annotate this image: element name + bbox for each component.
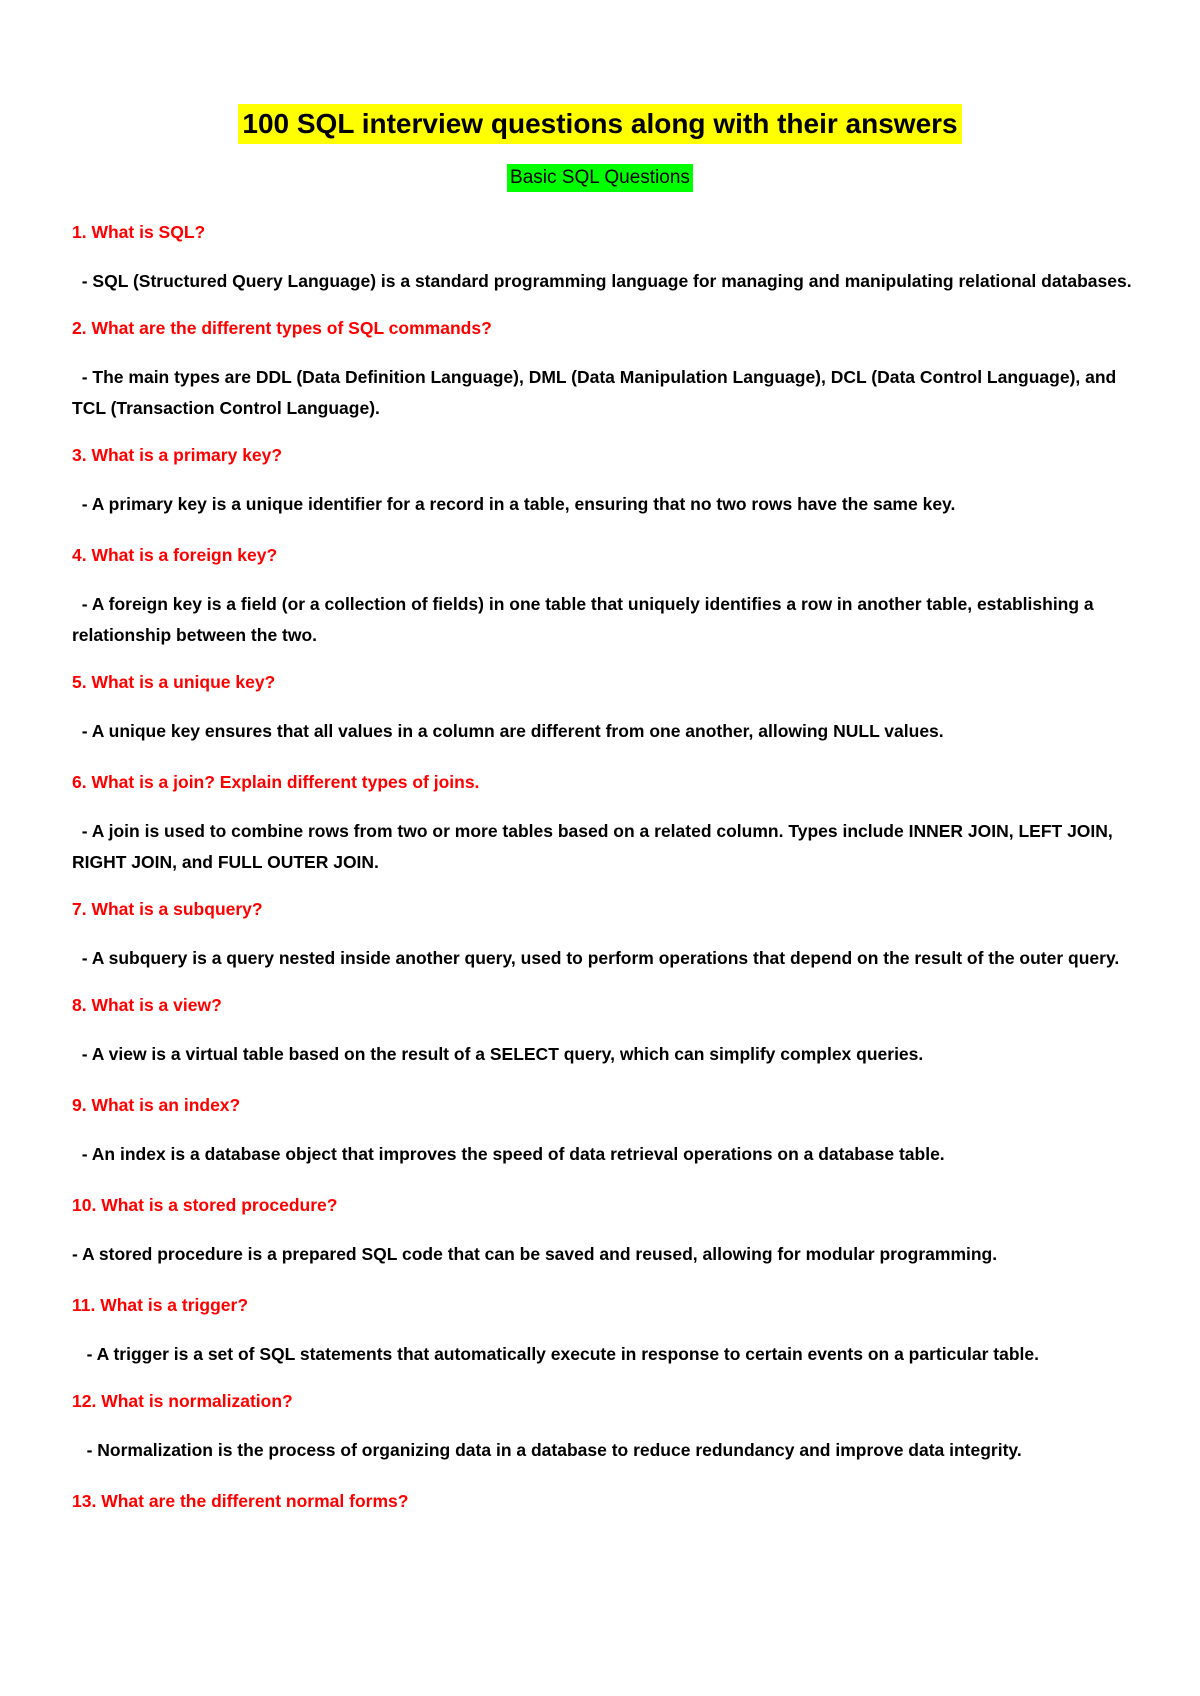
answer-10: - A stored procedure is a prepared SQL code that can be saved and reused, allowing for modular programming. [72, 1244, 998, 1264]
question-10: 10. What is a stored procedure? [72, 1195, 338, 1215]
title-row [0, 104, 1200, 144]
question-1: 1. What is SQL? [72, 222, 206, 242]
section-row [0, 164, 1200, 192]
qa-list [72, 220, 1132, 1535]
answer-9: - An index is a database object that improves the speed of data retrieval operations on a database table. [72, 1144, 945, 1164]
answer-1: - SQL (Structured Query Language) is a standard programming language for managing and manipulating relational databases. [72, 271, 1132, 291]
answer-4: - A foreign key is a field (or a collection of fields) in one table that uniquely identifies a row in another table, establishing a relationship between the two. [72, 594, 1099, 645]
answer-11: - A trigger is a set of SQL statements that automatically execute in response to certain events on a particular table. [72, 1344, 1040, 1364]
answer-8: - A view is a virtual table based on the result of a SELECT query, which can simplify complex queries. [72, 1044, 924, 1064]
question-6: 6. What is a join? Explain different types of joins. [72, 772, 480, 792]
question-3: 3. What is a primary key? [72, 445, 283, 465]
question-8: 8. What is a view? [72, 995, 222, 1015]
document-title: 100 SQL interview questions along with their answers [238, 104, 961, 144]
answer-2: - The main types are DDL (Data Definition Language), DML (Data Manipulation Language), DCL (Data Control Language), and TCL (Transaction Control Language). [72, 367, 1122, 418]
answer-3: - A primary key is a unique identifier for a record in a table, ensuring that no two rows have the same key. [72, 494, 956, 514]
answer-6: - A join is used to combine rows from two or more tables based on a related column. Types include INNER JOIN, LEFT JOIN, RIGHT JOIN, and FULL OUTER JOIN. [72, 821, 1118, 872]
question-12: 12. What is normalization? [72, 1391, 293, 1411]
question-2: 2. What are the different types of SQL commands? [72, 318, 492, 338]
answer-12: - Normalization is the process of organizing data in a database to reduce redundancy and improve data integrity. [72, 1440, 1022, 1460]
answer-5: - A unique key ensures that all values in a column are different from one another, allowing NULL values. [72, 721, 944, 741]
question-7: 7. What is a subquery? [72, 899, 263, 919]
answer-7: - A subquery is a query nested inside another query, used to perform operations that depend on the result of the outer query. [72, 948, 1120, 968]
section-title: Basic SQL Questions [507, 164, 693, 192]
question-13: 13. What are the different normal forms? [72, 1491, 409, 1511]
question-9: 9. What is an index? [72, 1095, 241, 1115]
question-11: 11. What is a trigger? [72, 1295, 249, 1315]
question-5: 5. What is a unique key? [72, 672, 276, 692]
question-4: 4. What is a foreign key? [72, 545, 278, 565]
